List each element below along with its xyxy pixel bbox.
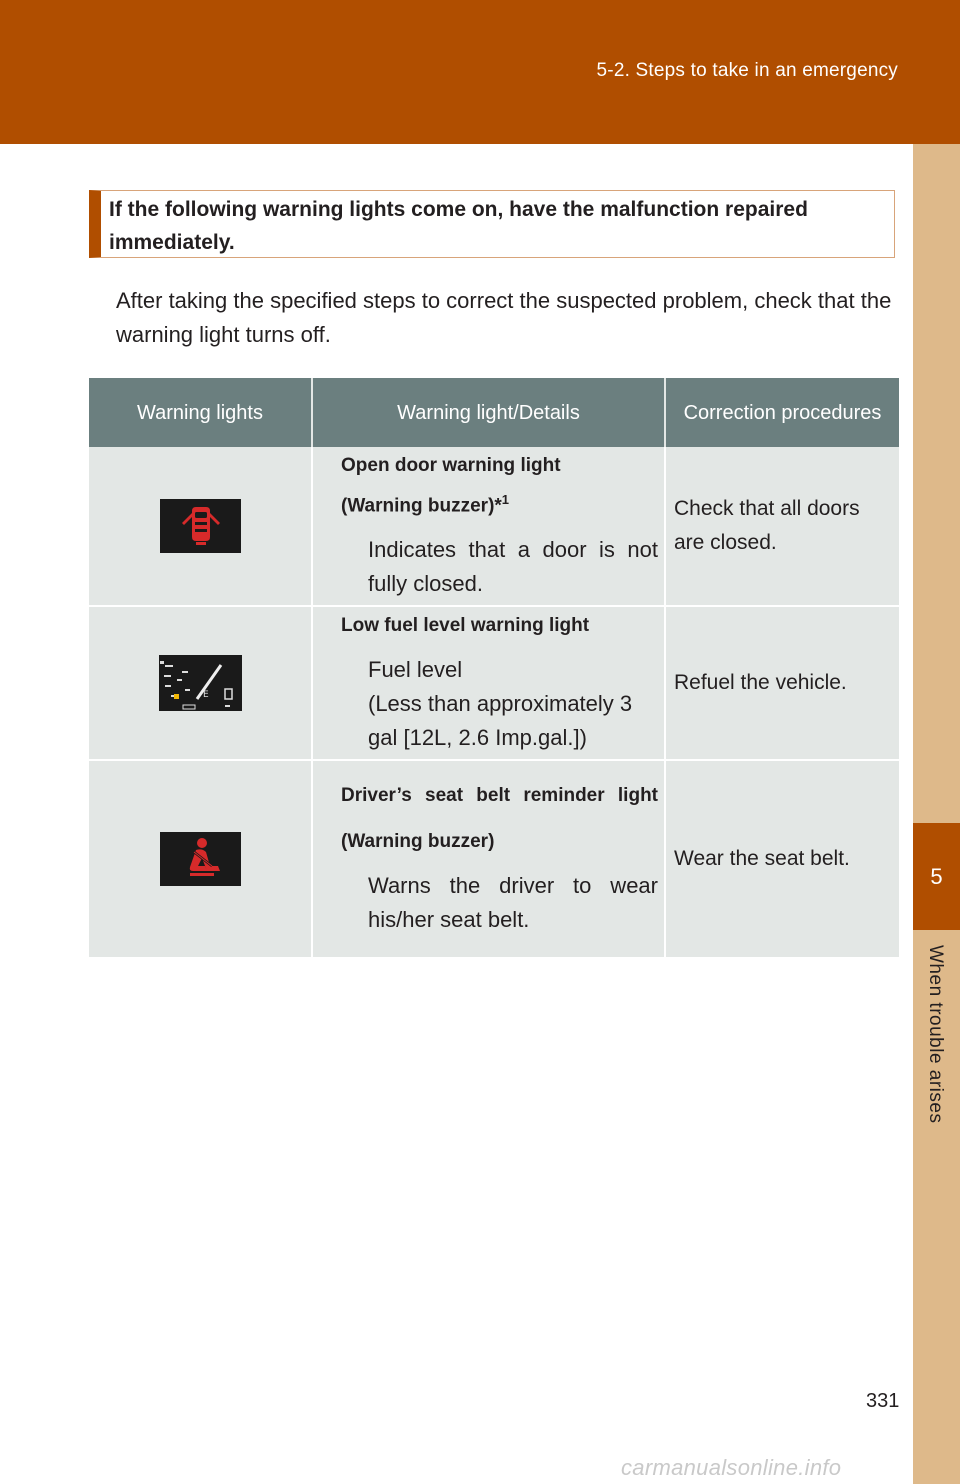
table-row	[89, 760, 899, 958]
callout-heading: If the following warning lights come on, have the malfunction repaired immediately.	[89, 190, 895, 258]
details-cell	[312, 606, 665, 760]
correction-cell: Check that all doors are closed.	[665, 447, 899, 606]
table-row	[89, 606, 899, 760]
details-cell	[312, 760, 665, 958]
door-open-icon	[160, 499, 241, 553]
warning-detail: Fuel level (Less than approximately 3 gal [12L, 2.6 Imp.gal.])	[368, 657, 633, 751]
watermark: carmanualsonline.info	[621, 1455, 842, 1480]
table-header-row	[89, 378, 899, 447]
chapter-title: When trouble arises	[925, 945, 946, 1124]
fuel-gauge-icon	[159, 655, 242, 711]
icon-cell	[89, 447, 312, 606]
correction-cell: Wear the seat belt.	[665, 760, 899, 958]
icon-cell	[89, 760, 312, 958]
page-header	[0, 0, 960, 144]
seat-belt-icon	[160, 832, 241, 886]
icon-cell	[89, 606, 312, 760]
warning-title: Driver’s seat belt reminder light	[341, 785, 658, 807]
footnote-marker: 1	[501, 492, 510, 507]
section-title: 5-2. Steps to take in an emergency	[596, 60, 898, 81]
warning-detail: Indicates that a door is not fully closed.	[368, 537, 658, 597]
column-header-details: Warning light/Details	[312, 378, 665, 447]
side-tab	[913, 144, 960, 1484]
warning-detail: Warns the driver to wear his/her seat belt.	[368, 873, 658, 933]
warning-lights-table	[89, 378, 899, 959]
table-row	[89, 447, 899, 606]
warning-subtitle: (Warning buzzer)	[341, 831, 495, 853]
svg-text:E: E	[202, 690, 209, 701]
page-number: 331	[866, 1390, 900, 1412]
details-cell	[312, 447, 665, 606]
correction-cell: Refuel the vehicle.	[665, 606, 899, 760]
warning-title: Open door warning light (Warning buzzer)*$^1$	[341, 455, 561, 517]
column-header-correction: Correction procedures	[665, 378, 899, 447]
chapter-number: 5	[913, 823, 960, 930]
column-header-warning-lights: Warning lights	[89, 378, 312, 447]
intro-paragraph: After taking the specified steps to correct the suspected problem, check that the warning light turns off.	[116, 288, 892, 347]
warning-title: Low fuel level warning light	[341, 615, 590, 637]
